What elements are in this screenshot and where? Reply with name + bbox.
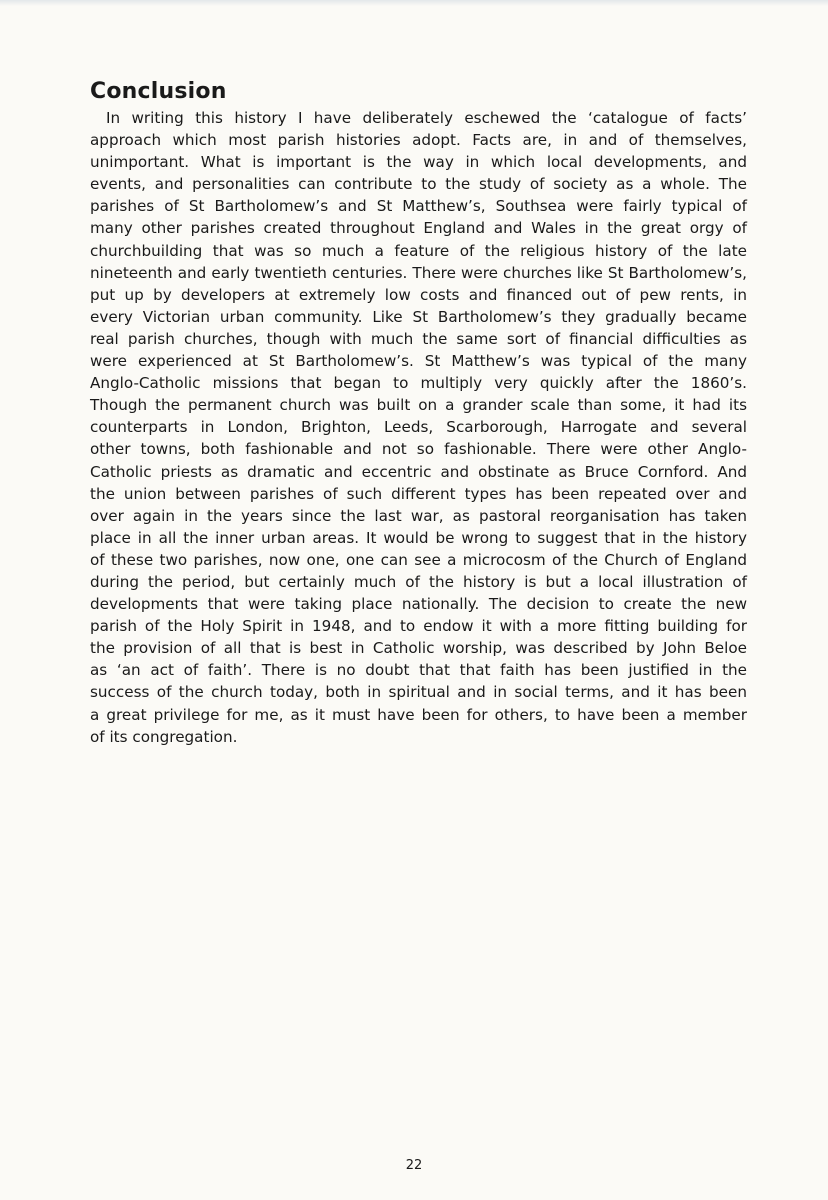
text-line: over again in the years since the last war, as pastoral reorganisation has taken — [90, 506, 747, 525]
text-line: a great privilege for me, as it must have been for others, to have been a member — [90, 705, 747, 724]
text-line: Catholic priests as dramatic and eccentric and obstinate as Bruce Cornford. And — [90, 462, 747, 481]
text-line: approach which most parish histories adopt. Facts are, in and of themselves, — [90, 131, 747, 150]
conclusion-paragraph — [90, 107, 747, 748]
text-line: churchbuilding that was so much a feature of the religious history of the late — [90, 241, 747, 260]
text-line: as ‘an act of faith’. There is no doubt that that faith has been justified in the — [90, 661, 747, 680]
text-line: during the period, but certainly much of the history is but a local illustration of — [90, 572, 747, 591]
text-line: were experienced at St Bartholomew’s. St Matthew’s was typical of the many — [90, 352, 747, 371]
text-line: success of the church today, both in spiritual and in social terms, and it has been — [90, 683, 747, 702]
text-line: every Victorian urban community. Like St Bartholomew’s they gradually became — [90, 307, 747, 326]
text-line: events, and personalities can contribute to the study of society as a whole. The — [90, 175, 747, 194]
text-line: many other parishes created throughout England and Wales in the great orgy of — [90, 219, 747, 238]
text-line: the union between parishes of such different types has been repeated over and — [90, 484, 747, 503]
page-content — [90, 78, 747, 748]
text-line: real parish churches, though with much the same sort of financial difficulties as — [90, 329, 747, 348]
text-line: the provision of all that is best in Catholic worship, was described by John Beloe — [90, 639, 747, 658]
text-line: other towns, both fashionable and not so fashionable. There were other Anglo- — [90, 440, 747, 459]
text-line: parish of the Holy Spirit in 1948, and to endow it with a more fitting building for — [90, 617, 747, 636]
text-line: developments that were taking place nationally. The decision to create the new — [90, 595, 747, 614]
text-line: In writing this history I have deliberately eschewed the ‘catalogue of facts’ — [106, 109, 747, 127]
text-line: unimportant. What is important is the way in which local developments, and — [90, 153, 747, 172]
text-line: nineteenth and early twentieth centuries. There were churches like St Bartholomew’s, — [90, 263, 747, 282]
text-line: counterparts in London, Brighton, Leeds, Scarborough, Harrogate and several — [90, 418, 747, 437]
text-line: Though the permanent church was built on a grander scale than some, it had its — [90, 396, 747, 415]
page-number: 22 — [405, 1158, 423, 1173]
text-line: Anglo-Catholic missions that began to multiply very quickly after the 1860’s. — [90, 374, 747, 393]
page-top-edge — [0, 0, 828, 6]
text-line: put up by developers at extremely low costs and financed out of pew rents, in — [90, 285, 747, 304]
text-line: parishes of St Bartholomew’s and St Matthew’s, Southsea were fairly typical of — [90, 197, 747, 216]
text-line: place in all the inner urban areas. It would be wrong to suggest that in the history — [90, 528, 747, 547]
page-heading: Conclusion — [90, 79, 227, 104]
text-line: of its congregation. — [90, 727, 238, 746]
text-line: of these two parishes, now one, one can see a microcosm of the Church of England — [90, 550, 747, 569]
